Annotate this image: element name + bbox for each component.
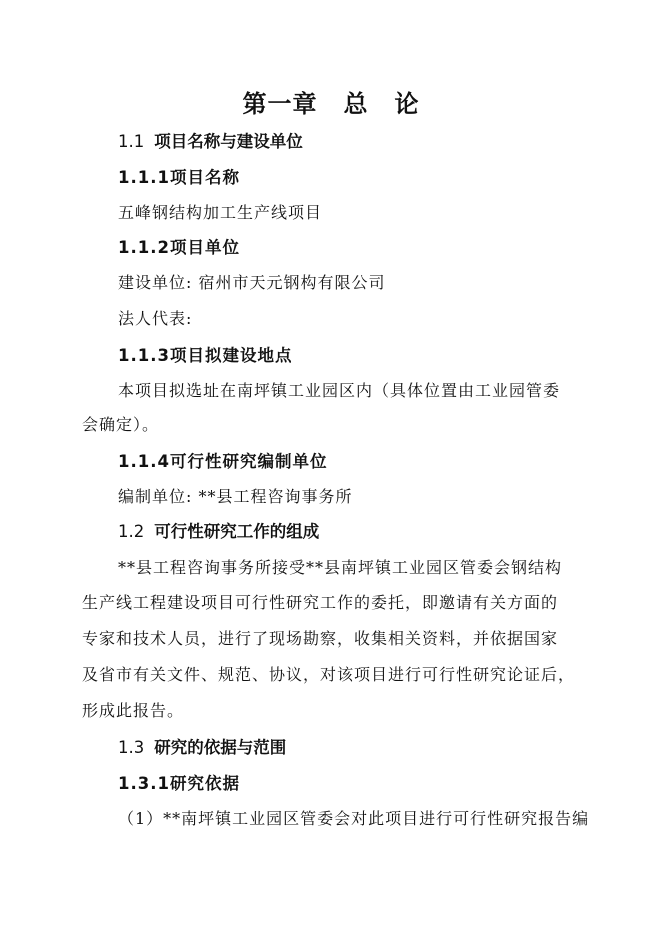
section-text: 研究的依据与范围 xyxy=(154,738,287,757)
location-line-1: 本项目拟选址在南坪镇工业园区内（具体位置由工业园管委 xyxy=(118,381,561,400)
builder-text: 建设单位: 宿州市天元钢构有限公司 xyxy=(118,273,386,292)
section-1-3-heading xyxy=(118,734,286,758)
chapter-number: 第一章 xyxy=(242,90,318,118)
composition-line-5: 形成此报告。 xyxy=(82,701,185,720)
composition-line-2: 生产线工程建设项目可行性研究工作的委托，即邀请有关方面的 xyxy=(82,593,559,612)
section-1-1-heading xyxy=(118,128,303,152)
section-1-2-heading xyxy=(118,518,319,542)
composition-line-3: 专家和技术人员，进行了现场勘察，收集相关资料，并依据国家 xyxy=(82,629,559,648)
section-1-1-4-heading: 1.1.4可行性研究编制单位 xyxy=(118,452,328,471)
location-line-2: 会确定）。 xyxy=(82,415,160,434)
section-1-1-1-heading: 1.1.1项目名称 xyxy=(118,168,240,187)
section-number: 1.1 xyxy=(118,132,145,151)
section-number: 1.3 xyxy=(118,738,145,757)
basis-item-1: （1）**南坪镇工业园区管委会对此项目进行可行性研究报告编 xyxy=(118,809,590,828)
chapter-title-char-2: 论 xyxy=(394,90,420,118)
chapter-title-char-1: 总 xyxy=(343,90,369,118)
composition-line-4: 及省市有关文件、规范、协议，对该项目进行可行性研究论证后， xyxy=(82,665,576,684)
legal-rep-text: 法人代表: xyxy=(118,309,193,328)
section-1-1-3-heading: 1.1.3项目拟建设地点 xyxy=(118,346,293,365)
chapter-title xyxy=(0,84,662,119)
section-1-3-1-heading: 1.3.1研究依据 xyxy=(118,774,240,793)
section-text: 可行性研究工作的组成 xyxy=(154,522,320,541)
composition-line-1: **县工程咨询事务所接受**县南坪镇工业园区管委会钢结构 xyxy=(118,558,563,577)
section-number: 1.2 xyxy=(118,522,145,541)
section-text: 项目名称与建设单位 xyxy=(154,132,303,151)
section-1-1-2-heading: 1.1.2项目单位 xyxy=(118,238,240,257)
project-name-text: 五峰钢结构加工生产线项目 xyxy=(118,203,323,222)
compiler-text: 编制单位: **县工程咨询事务所 xyxy=(118,487,353,506)
